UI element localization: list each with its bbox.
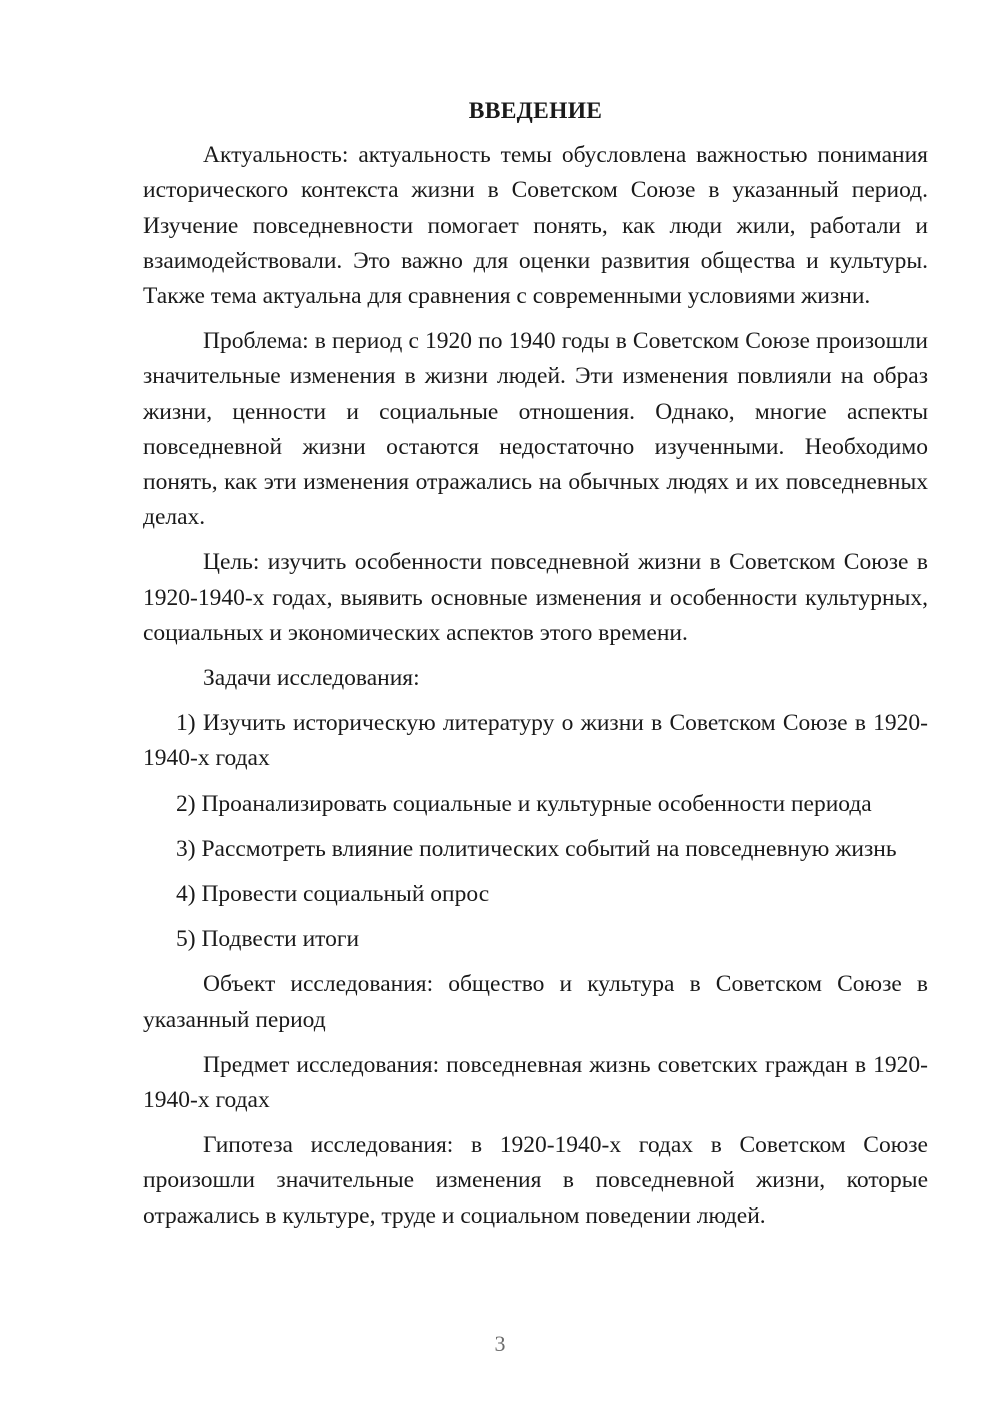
page-title: ВВЕДЕНИЕ [468,98,603,124]
document-page [143,94,928,1244]
paragraph-object: Объект исследования: общество и культура в Советском Союзе в указанный период [143,971,928,1033]
task-item-5: 5) Подвести итоги [176,926,360,953]
paragraph-goal: Цель: изучить особенности повседневной жизни в Советском Союзе в 1920-1940-х годах, выявить основные изменения и особенности культурных, социальных и экономических аспектов этого времени. [143,549,928,646]
task-item-4: 4) Провести социальный опрос [176,881,490,908]
page-number: 3 [494,1331,506,1356]
paragraph-hypothesis: Гипотеза исследования: в 1920-1940-х годах в Советском Союзе произошли значительные изменения в повседневной жизни, которые отражались в культуре, труде и социальном поведении людей. [143,1132,928,1229]
paragraph-relevance: Актуальность: актуальность темы обусловлена важностью понимания исторического контекста жизни в Советском Союзе в указанный период. Изучение повседневности помогает понять, как люди жили, работали и взаимодействовали. Это важно для оценки развития общества и культуры. Также тема актуальна для сравнения с современными условиями жизни. [143,142,928,310]
paragraph-problem: Проблема: в период с 1920 по 1940 годы в Советском Союзе произошли значительные изменения в жизни людей. Эти изменения повлияли на образ жизни, ценности и социальные отношения. Однако, многие аспекты повседневной жизни остаются недостаточно изученными. Необходимо понять, как эти изменения отражались на обычных людях и их повседневных делах. [143,328,928,531]
tasks-heading: Задачи исследования: [203,665,420,692]
task-item-2: 2) Проанализировать социальные и культурные особенности периода [176,790,872,817]
task-item-1: 1) Изучить историческую литературу о жизни в Советском Союзе в 1920-1940-х годах [143,710,928,772]
task-item-3: 3) Рассмотреть влияние политических событий на повседневную жизнь [176,835,897,862]
paragraph-subject: Предмет исследования: повседневная жизнь советских граждан в 1920-1940-х годах [143,1051,928,1114]
